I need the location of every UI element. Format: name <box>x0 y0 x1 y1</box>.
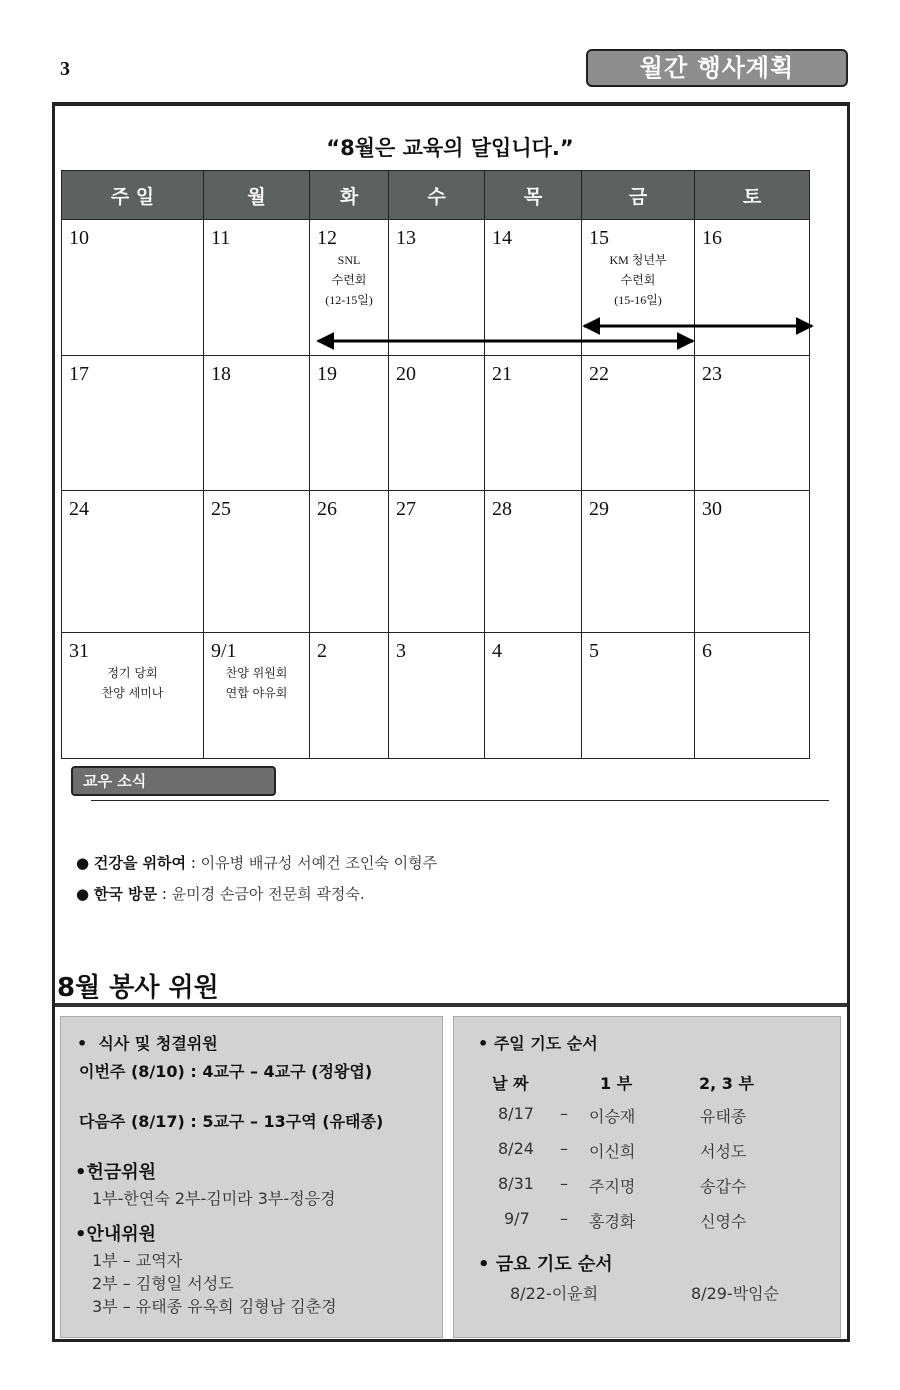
day-number: 18 <box>211 363 231 385</box>
day-number: 23 <box>702 363 722 385</box>
calendar-day-cell <box>204 633 310 759</box>
page-number: 3 <box>60 58 70 80</box>
news-value: 윤미경 손금아 전문희 곽정숙. <box>171 885 365 903</box>
calendar-week-row <box>62 356 810 491</box>
day-number: 22 <box>589 363 609 385</box>
calendar-day-cell <box>695 491 810 633</box>
news-separator: : <box>186 854 201 872</box>
usher-line: 1부 – 교역자 <box>92 1251 183 1270</box>
usher-line: 3부 – 유태종 유옥희 김형남 김춘경 <box>92 1297 337 1316</box>
day-number: 11 <box>211 227 231 249</box>
prayer-second-service: 유태종 <box>700 1107 747 1126</box>
weekday-header: 토 <box>695 171 810 220</box>
calendar-day-cell <box>695 220 810 356</box>
bullet-icon: • <box>75 1162 87 1183</box>
calendar-day-cell <box>62 633 204 759</box>
day-number: 21 <box>492 363 512 385</box>
sunday-prayer-heading: • 주일 기도 순서 <box>478 1034 598 1053</box>
service-divider <box>55 1003 847 1007</box>
event-text: 찬양 위원회 <box>225 666 288 680</box>
prayer-date: 8/24 <box>498 1139 534 1158</box>
prayer-second-service: 서성도 <box>700 1142 747 1161</box>
calendar-day-cell <box>582 220 695 356</box>
calendar-day-cell <box>582 356 695 491</box>
calendar-day-cell <box>62 491 204 633</box>
calendar-day-cell <box>485 633 582 759</box>
day-number: 27 <box>396 498 416 520</box>
calendar-week-row <box>62 220 810 356</box>
prayer-dash: – <box>560 1104 568 1123</box>
news-divider <box>91 800 829 801</box>
day-number: 14 <box>492 227 512 249</box>
day-number: 4 <box>492 640 502 662</box>
weekday-header: 월 <box>204 171 310 220</box>
weekday-header: 수 <box>389 171 485 220</box>
bullet-icon: • <box>478 1034 489 1053</box>
news-item-health <box>76 852 437 873</box>
day-number: 16 <box>702 227 722 249</box>
day-number: 28 <box>492 498 512 520</box>
calendar-table <box>61 170 810 759</box>
bullet-icon: • <box>75 1224 87 1245</box>
weekday-header: 금 <box>582 171 695 220</box>
news-separator: : <box>157 885 172 903</box>
prayer-first-service: 홍경화 <box>589 1212 636 1231</box>
calendar-day-cell <box>389 491 485 633</box>
weekday-header: 주 일 <box>62 171 204 220</box>
calendar-day-cell <box>310 356 389 491</box>
friday-prayer-entry: 8/29-박임순 <box>691 1284 780 1303</box>
day-number: 19 <box>317 363 337 385</box>
day-number: 6 <box>702 640 712 662</box>
day-number: 20 <box>396 363 416 385</box>
calendar-day-cell <box>485 356 582 491</box>
event-text: 수련회 <box>331 273 367 287</box>
calendar-day-cell <box>389 633 485 759</box>
offering-heading: •헌금위원 <box>75 1162 157 1183</box>
day-number: 17 <box>69 363 89 385</box>
prayer-first-service: 주지명 <box>589 1177 636 1196</box>
news-value: 이유병 배규성 서예건 조인숙 이형주 <box>200 854 438 872</box>
prayer-second-service: 신영수 <box>700 1212 747 1231</box>
calendar-week-row <box>62 491 810 633</box>
prayer-second-service: 송갑수 <box>700 1177 747 1196</box>
day-number: 25 <box>211 498 231 520</box>
day-number: 15 <box>589 227 609 249</box>
prayer-col-second: 2, 3 부 <box>699 1074 754 1093</box>
bullet-icon: • <box>77 1034 88 1053</box>
day-number: 12 <box>317 227 337 249</box>
calendar-day-cell <box>204 491 310 633</box>
day-number: 10 <box>69 227 89 249</box>
calendar-day-cell <box>310 491 389 633</box>
event-text: (12-15일) <box>325 293 373 307</box>
day-number: 9/1 <box>211 640 237 662</box>
friday-prayer-heading: • 금요 기도 순서 <box>478 1254 613 1275</box>
calendar-day-cell <box>695 633 810 759</box>
calendar-week-row <box>62 633 810 759</box>
usher-line: 2부 – 김형일 서성도 <box>92 1274 234 1293</box>
section-title: 월간 행사계획 <box>586 49 848 87</box>
calendar-day-cell <box>389 356 485 491</box>
friday-prayer-entry: 8/22-이윤희 <box>510 1284 599 1303</box>
day-number: 5 <box>589 640 599 662</box>
prayer-first-service: 이신희 <box>589 1142 636 1161</box>
calendar-day-cell <box>204 220 310 356</box>
weekday-header: 화 <box>310 171 389 220</box>
prayer-col-date: 날 짜 <box>492 1074 529 1093</box>
church-news-tab: 교우 소식 <box>71 766 276 796</box>
service-right-panel <box>453 1016 841 1338</box>
calendar-day-cell <box>62 220 204 356</box>
prayer-dash: – <box>560 1174 568 1193</box>
offering-members: 1부-한연숙 2부-김미라 3부-정응경 <box>92 1189 336 1208</box>
prayer-date: 8/17 <box>498 1104 534 1123</box>
day-number: 30 <box>702 498 722 520</box>
calendar-title: “8월은 교육의 달입니다.” <box>326 136 574 160</box>
calendar-day-cell <box>62 356 204 491</box>
service-left-panel <box>60 1016 443 1338</box>
prayer-first-service: 이승재 <box>589 1107 636 1126</box>
calendar-day-cell <box>389 220 485 356</box>
day-number: 13 <box>396 227 416 249</box>
event-text: SNL <box>337 253 361 267</box>
day-number: 26 <box>317 498 337 520</box>
prayer-col-first: 1 부 <box>600 1074 633 1093</box>
prayer-date: 9/7 <box>504 1209 530 1228</box>
calendar-day-cell <box>582 491 695 633</box>
day-number: 2 <box>317 640 327 662</box>
calendar-day-cell <box>310 633 389 759</box>
day-number: 29 <box>589 498 609 520</box>
meal-next-week: 다음주 (8/17) : 5교구 – 13구역 (유태종) <box>79 1112 384 1131</box>
prayer-date: 8/31 <box>498 1174 534 1193</box>
event-text: 찬양 세미나 <box>101 686 164 700</box>
weekday-header: 목 <box>485 171 582 220</box>
usher-heading: •안내위원 <box>75 1224 157 1245</box>
bullet-icon: ● <box>76 885 90 903</box>
prayer-dash: – <box>560 1139 568 1158</box>
calendar-day-cell <box>485 491 582 633</box>
meal-this-week: 이번주 (8/10) : 4교구 – 4교구 (정왕엽) <box>79 1062 373 1081</box>
news-item-korea-visit <box>76 883 365 904</box>
calendar-day-cell <box>695 356 810 491</box>
service-section-title: 8월 봉사 위원 <box>57 973 219 1003</box>
bullet-icon: • <box>478 1254 490 1275</box>
event-text: (15-16일) <box>614 293 662 307</box>
event-text: 수련회 <box>620 273 656 287</box>
event-text: 정기 당회 <box>107 666 158 680</box>
prayer-dash: – <box>560 1209 568 1228</box>
calendar-day-cell <box>582 633 695 759</box>
day-number: 3 <box>396 640 406 662</box>
meal-heading: • 식사 및 청결위원 <box>77 1034 218 1053</box>
event-text: 연합 야유회 <box>225 686 288 700</box>
day-number: 24 <box>69 498 89 520</box>
calendar-day-cell <box>485 220 582 356</box>
calendar-day-cell <box>204 356 310 491</box>
day-number: 31 <box>69 640 89 662</box>
bullet-icon: ● <box>76 854 90 872</box>
news-label: 건강을 위하여 <box>93 854 187 872</box>
calendar-day-cell <box>310 220 389 356</box>
event-text: KM 청년부 <box>609 253 667 267</box>
news-label: 한국 방문 <box>93 885 158 903</box>
